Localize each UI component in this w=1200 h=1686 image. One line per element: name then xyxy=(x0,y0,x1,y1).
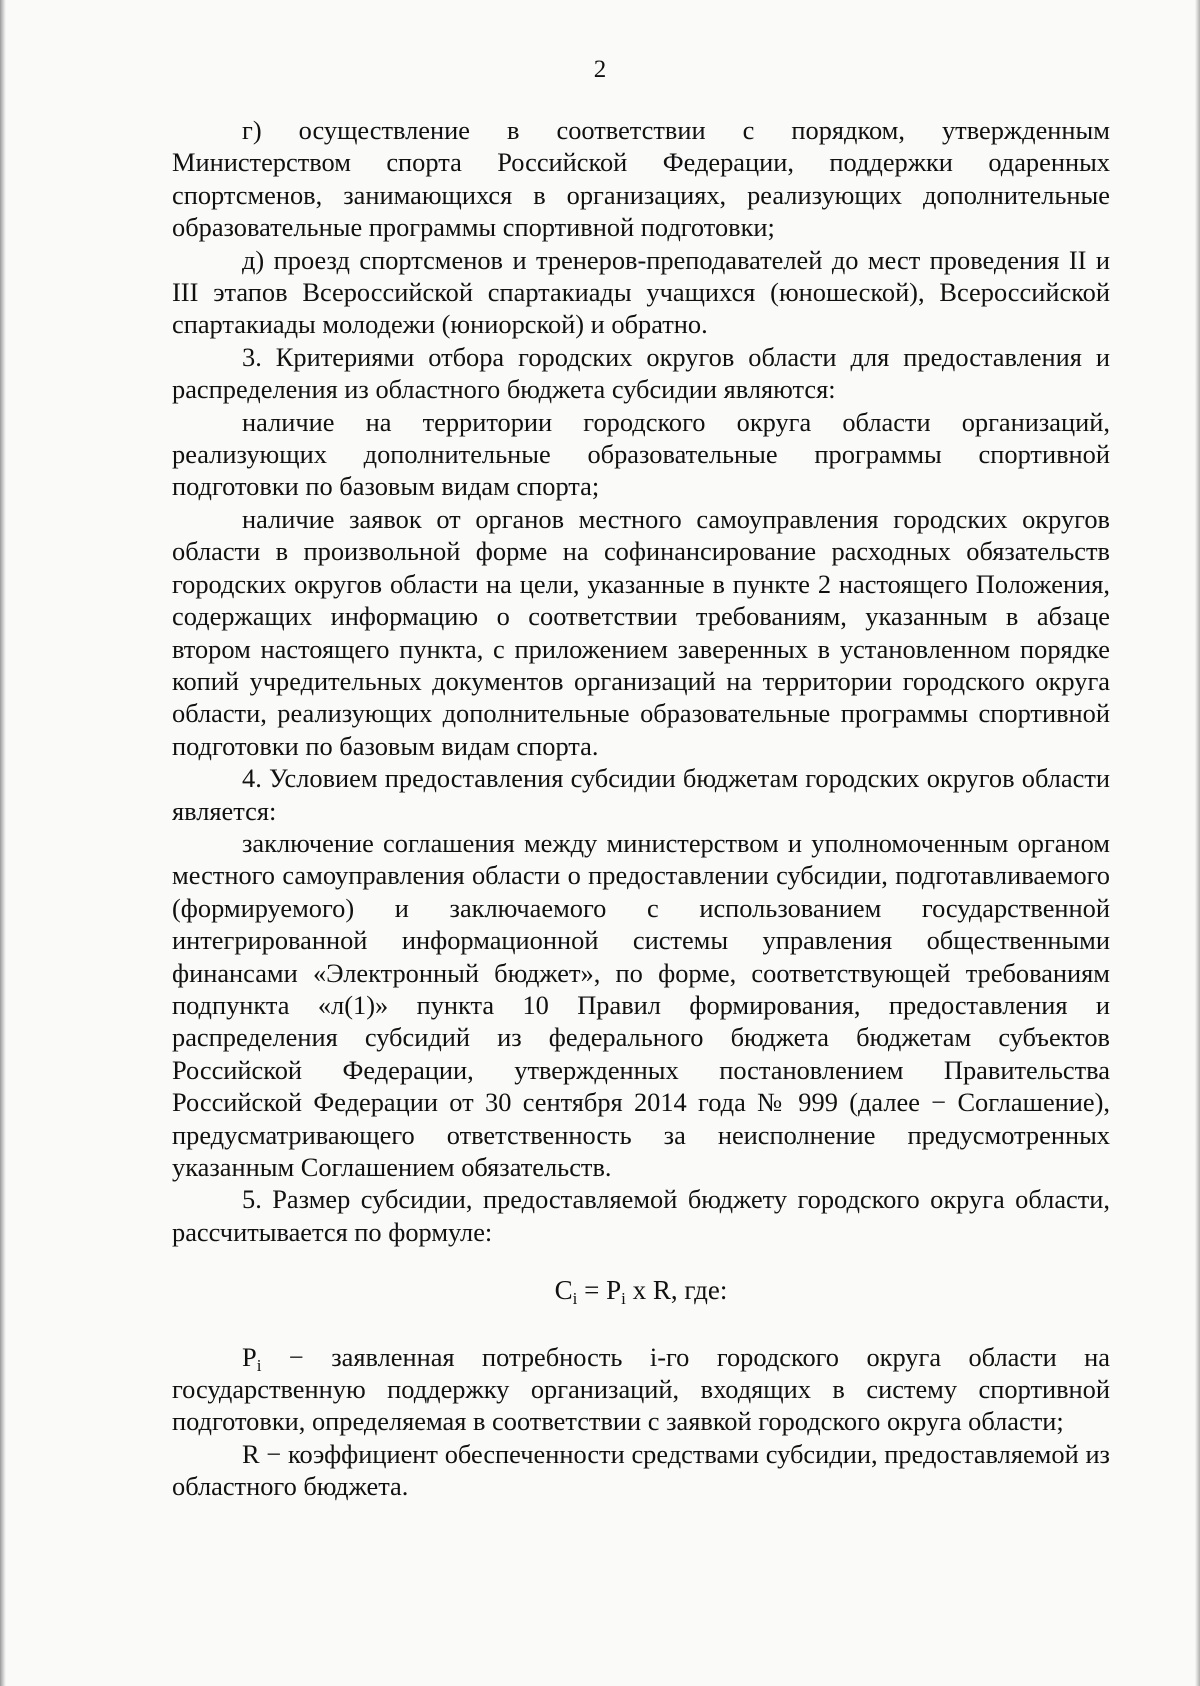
formula-p: P xyxy=(606,1275,622,1306)
paragraph-5: 5. Размер субсидии, предоставляемой бюджету городского округа области, рассчитывается по формуле: xyxy=(172,1184,1110,1247)
page-number: 2 xyxy=(593,56,607,83)
document-body xyxy=(172,114,1110,1503)
paragraph-d: д) проезд спортсменов и тренеров-преподавателей до мест проведения II и III этапов Всероссийской спартакиады учащихся (юношеской), Всероссийской спартакиады молодежи (юниорской) и обратно. xyxy=(172,244,1110,340)
definition-p-sub: i xyxy=(256,1355,262,1375)
formula-c: C xyxy=(554,1275,573,1306)
definition-p-text: − заявленная потребность i-го городского округа области на государственную поддержку организаций, входящих в систему спортивной подготовки, определяемая в соответствии с заявкой городского округа области; xyxy=(172,1341,1110,1437)
formula-rest: x R, где: xyxy=(625,1275,728,1306)
scan-edge-right xyxy=(1195,0,1200,1686)
paragraph-condition: заключение соглашения между министерством и уполномоченным органом местного самоуправления области о предоставлении субсидии, подготавливаемого (формируемого) и заключаемого с использованием государственной интегрированной информационной системы управления общественными финансами «Электронный бюджет», по форме, соответствующей требованиям подпункта «л(1)» пункта 10 Правил формирования, предоставления и распределения субсидий из федерального бюджета бюджетам субъектов Российской Федерации, утвержденных постановлением Правительства Российской Федерации от 30 сентября 2014 года № 999 (далее − Соглашение), предусматривающего ответственность за неисполнение предусмотренных указанным Соглашением обязательств. xyxy=(172,827,1110,1182)
formula xyxy=(172,1274,1110,1309)
scan-edge-left xyxy=(0,0,6,1686)
paragraph-criterion-2: наличие заявок от органов местного самоуправления городских округов области в произвольной форме на софинансирование расходных обязательств городских округов области на цели, указанные в пункте 2 настоящего Положения, содержащих информацию о соответствии требованиям, указанным в абзаце втором настоящего пункта, с приложением заверенных в установленном порядке копий учредительных документов организаций на территории городского округа области, реализующих дополнительные образовательные программы спортивной подготовки по базовым видам спорта. xyxy=(172,503,1110,761)
formula-p-sub: i xyxy=(621,1289,626,1309)
definition-p xyxy=(172,1341,1110,1438)
paragraph-4: 4. Условием предоставления субсидии бюджетам городских округов области является: xyxy=(172,763,1110,826)
paragraph-g: г) осуществление в соответствии с порядком, утвержденным Министерством спорта Российской Федерации, поддержки одаренных спортсменов, занимающихся в организациях, реализующих дополнительные образовательные программы спортивной подготовки; xyxy=(172,115,1110,243)
paragraph-criterion-1: наличие на территории городского округа области организаций, реализующих дополнительные образовательные программы спортивной подготовки по базовым видам спорта; xyxy=(172,406,1110,502)
formula-c-sub: i xyxy=(572,1289,578,1309)
definition-r: R − коэффициент обеспеченности средствами субсидии, предоставляемой из областного бюджета. xyxy=(172,1438,1110,1502)
paragraph-3: 3. Критериями отбора городских округов области для предоставления и распределения из областного бюджета субсидии являются: xyxy=(172,341,1110,405)
formula-eq: = xyxy=(577,1275,607,1306)
definition-p-symbol: P xyxy=(242,1341,257,1372)
